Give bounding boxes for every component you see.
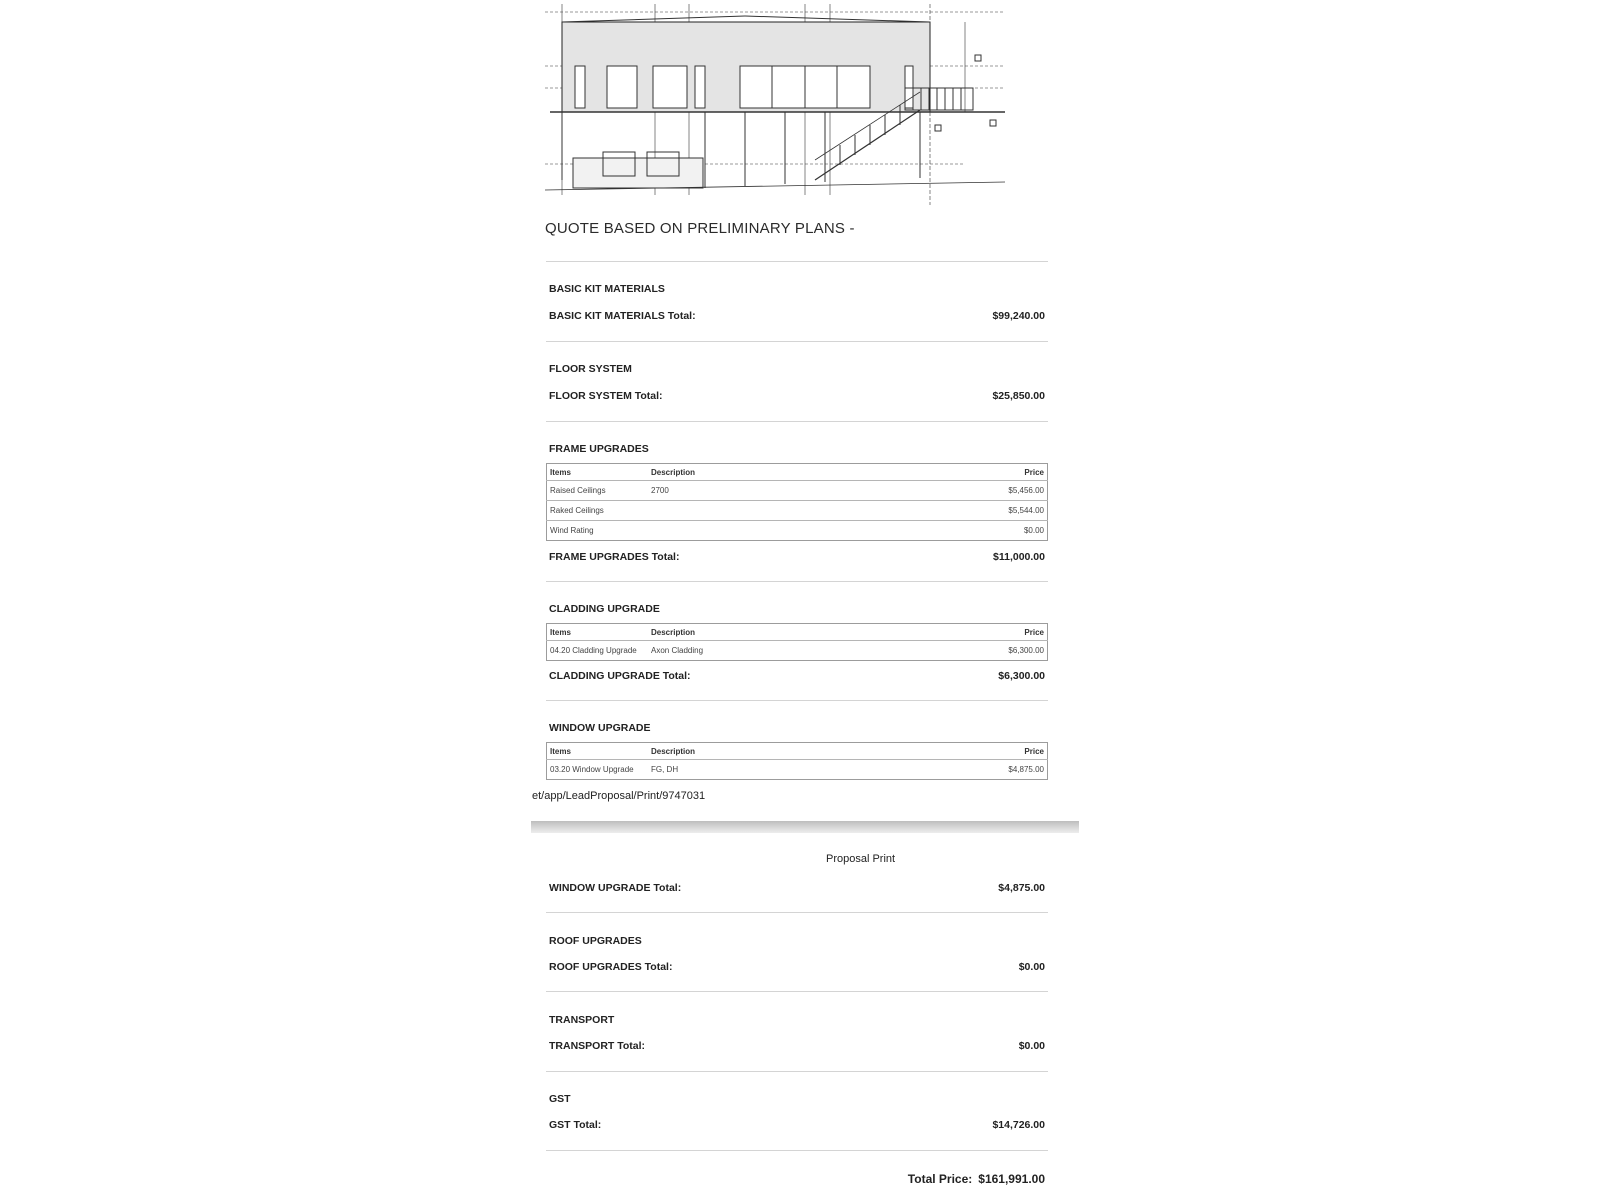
divider	[546, 700, 1048, 701]
column-header-items: Items	[547, 624, 649, 641]
row-item: 03.20 Window Upgrade	[550, 765, 634, 774]
roof-total-value: $0.00	[1018, 961, 1045, 973]
table-row	[547, 641, 1048, 661]
gst-total-label: GST Total:	[549, 1119, 602, 1131]
table-row	[547, 481, 1048, 501]
row-description: 2700	[648, 481, 854, 501]
divider	[546, 991, 1048, 992]
table-header-row	[547, 464, 1048, 481]
cladding-total-label: CLADDING UPGRADE Total:	[549, 670, 691, 682]
row-price: $4,875.00	[1008, 765, 1044, 774]
elevation-drawing	[545, 0, 1030, 205]
section-title-roof: ROOF UPGRADES	[549, 935, 642, 947]
divider	[546, 912, 1048, 913]
section-title-floor: FLOOR SYSTEM	[549, 363, 632, 375]
divider	[546, 341, 1048, 342]
floor-total-value: $25,850.00	[992, 390, 1045, 402]
column-header-price: Price	[854, 624, 1048, 641]
row-description	[648, 521, 854, 541]
window-total-label: WINDOW UPGRADE Total:	[549, 882, 682, 894]
roof-total-label: ROOF UPGRADES Total:	[549, 961, 673, 973]
column-header-price: Price	[854, 464, 1048, 481]
column-header-description: Description	[648, 464, 854, 481]
section-title-window: WINDOW UPGRADE	[549, 722, 651, 734]
row-description: FG, DH	[651, 765, 679, 774]
row-description	[648, 501, 854, 521]
row-item: 04.20 Cladding Upgrade	[550, 646, 637, 655]
grand-total	[908, 1172, 1045, 1186]
section-title-cladding: CLADDING UPGRADE	[549, 603, 660, 615]
basic-kit-total-label: BASIC KIT MATERIALS Total:	[549, 310, 696, 322]
table-row	[547, 760, 1048, 780]
print-header: Proposal Print	[826, 853, 896, 865]
page-break	[531, 821, 1079, 833]
cladding-total-value: $6,300.00	[998, 670, 1045, 682]
column-header-description: Description	[648, 743, 854, 760]
transport-total-label: TRANSPORT Total:	[549, 1040, 646, 1052]
transport-total-value: $0.00	[1018, 1040, 1045, 1052]
section-title-gst: GST	[549, 1093, 571, 1105]
row-item: Wind Rating	[550, 526, 594, 535]
frame-total-label: FRAME UPGRADES Total:	[549, 551, 680, 563]
table-header-row	[547, 743, 1048, 760]
column-header-items: Items	[547, 743, 649, 760]
row-description: Axon Cladding	[651, 646, 704, 655]
column-header-items: Items	[547, 464, 649, 481]
row-price: $6,300.00	[1008, 646, 1044, 655]
window-total-value: $4,875.00	[998, 882, 1045, 894]
divider	[546, 421, 1048, 422]
table-row	[547, 521, 1048, 541]
section-title-transport: TRANSPORT	[549, 1014, 615, 1026]
row-price: $5,456.00	[854, 481, 1048, 501]
grand-total-value: $161,991.00	[978, 1172, 1045, 1186]
floor-total-label: FLOOR SYSTEM Total:	[549, 390, 663, 402]
row-item: Raised Ceilings	[547, 481, 649, 501]
row-item: Raked Ceilings	[547, 501, 649, 521]
print-url: et/app/LeadProposal/Print/9747031	[532, 790, 706, 802]
divider	[546, 261, 1048, 262]
table-row	[547, 501, 1048, 521]
row-price: $5,544.00	[854, 501, 1048, 521]
frame-total-value: $11,000.00	[993, 551, 1045, 563]
frame-upgrades-table	[546, 463, 1048, 541]
grand-total-label: Total Price:	[907, 1172, 973, 1186]
section-title-frame: FRAME UPGRADES	[549, 443, 649, 455]
document-title: QUOTE BASED ON PRELIMINARY PLANS -	[545, 220, 855, 237]
column-header-price: Price	[854, 743, 1048, 760]
divider	[546, 1071, 1048, 1072]
basic-kit-total-value: $99,240.00	[992, 310, 1045, 322]
divider	[546, 1150, 1048, 1151]
row-price: $0.00	[1023, 526, 1044, 535]
gst-total-value: $14,726.00	[992, 1119, 1045, 1131]
window-upgrade-table	[546, 742, 1048, 780]
cladding-upgrade-table	[546, 623, 1048, 661]
section-title-basic-kit: BASIC KIT MATERIALS	[549, 283, 665, 295]
column-header-description: Description	[648, 624, 854, 641]
divider	[546, 581, 1048, 582]
table-header-row	[547, 624, 1048, 641]
